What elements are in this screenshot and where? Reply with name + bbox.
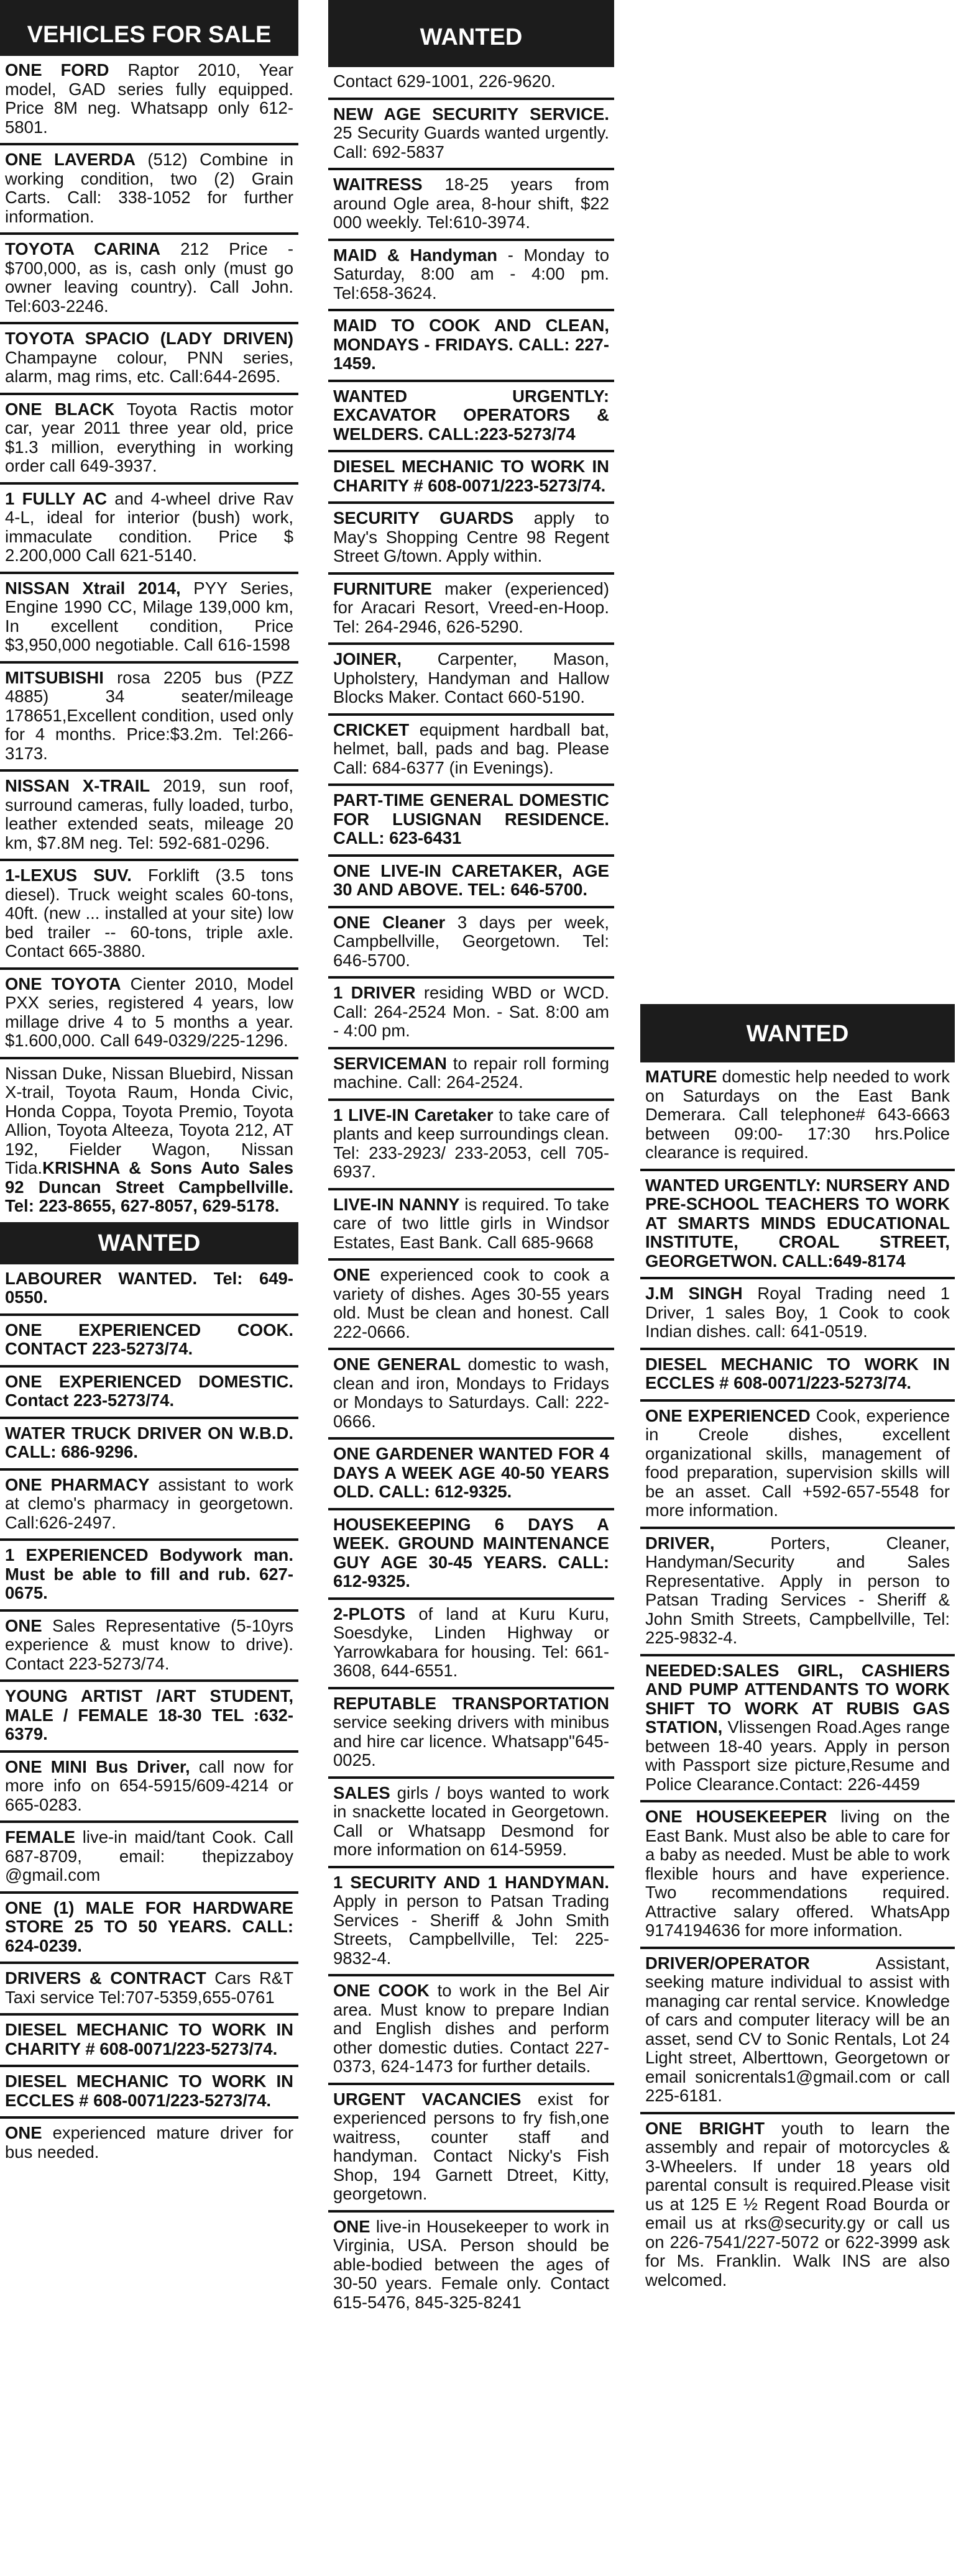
ad-keyword: FEMALE xyxy=(5,1827,76,1847)
classified-ad xyxy=(328,100,614,171)
ad-keyword: MAID TO COOK AND CLEAN, MONDAYS - FRIDAYS. CALL: 227-1459. xyxy=(333,316,609,373)
ad-keyword: TOYOTA SPACIO (LADY DRIVEN) xyxy=(5,329,293,348)
ad-keyword: DRIVER/OPERATOR xyxy=(645,1953,810,1973)
ad-keyword: URGENT VACANCIES xyxy=(333,2089,522,2109)
ad-text: 3 days per week, Campbellville, Georgetown. Tel: 646-5700. xyxy=(333,912,609,970)
classified-ad xyxy=(328,645,614,716)
ad-keyword: ONE EXPERIENCED DOMESTIC. Contact 223-5273/74. xyxy=(5,1371,293,1410)
ad-keyword: WATER TRUCK DRIVER ON W.B.D. CALL: 686-9296. xyxy=(5,1423,293,1461)
ad-keyword: ONE EXPERIENCED COOK. CONTACT 223-5273/74. xyxy=(5,1320,293,1358)
ad-keyword: ONE GARDENER WANTED FOR 4 DAYS A WEEK AGE 40-50 YEARS OLD. CALL: 612-9325. xyxy=(333,1444,609,1501)
ad-text: Forklift (3.5 tons diesel). Truck weight scales 60-tons, 40ft. (new ... installed at your site) low bed trailer -- 60-tons, triple axle. Contact 665-3880. xyxy=(5,866,294,961)
classified-ad xyxy=(640,1529,955,1656)
classified-ad xyxy=(328,67,614,100)
ad-keyword: ONE TOYOTA xyxy=(5,974,121,993)
classified-ad xyxy=(0,485,298,574)
ad-text: PYY Series, Engine 1990 CC, Milage 139,000 km, In excellent condition, Price $3,950,000 negotiable. Call 616-1598 xyxy=(5,578,293,654)
classified-ad xyxy=(328,979,614,1049)
classified-ad xyxy=(328,1976,614,2085)
section-header-wanted-3: WANTED xyxy=(640,1004,955,1062)
ad-keyword: NEW AGE SECURITY SERVICE. xyxy=(333,104,609,124)
ad-text: 18-25 years from around Ogle area, 8-hour shift, $22 000 weekly. Tel:610-3974. xyxy=(333,175,609,232)
column-wanted-3 xyxy=(640,1004,955,2296)
ad-text: call now for more info on 654-5915/609-4214 or 665-0283. xyxy=(5,1756,293,1814)
ad-keyword: ONE GENERAL xyxy=(333,1354,461,1374)
ad-text: Apply in person to Patsan Trading Services - Sheriff & John Smith Streets, Campbellville, Tel: 225-9832-4. xyxy=(333,1891,609,1968)
section-header-vehicles: VEHICLES FOR SALE xyxy=(0,0,298,56)
ad-text: Porters, Cleaner, Handyman/Security and Sales Representative. Apply in person to Patsan Trading Services - Sheriff & John Smith Streets, Campbellville, Tel: 225-9832-4. xyxy=(645,1533,950,1647)
ad-keyword: ONE xyxy=(5,1615,42,1635)
classified-ad xyxy=(328,1510,614,1600)
classified-ad xyxy=(0,56,298,145)
ad-text: (512) Combine in working condition, two (2) Grain Carts. Call: 338-1052 for further information. xyxy=(5,150,293,226)
ad-keyword: DRIVER, xyxy=(645,1533,715,1553)
ad-keyword: ONE BLACK xyxy=(5,399,115,419)
ad-keyword: 1-LEXUS SUV. xyxy=(5,866,132,885)
ad-text: Cook, experience in Creole dishes, excellent organizational skills, management of food preparation, supervision skills will be an asset. Call +592-657-5548 for more information. xyxy=(645,1405,950,1520)
ad-text: to take care of plants and keep surroundings clean. Tel: 233-2923/ 233-2053, cell 705-6937. xyxy=(333,1105,609,1181)
classified-ad xyxy=(328,1101,614,1190)
ad-keyword: 1 DRIVER xyxy=(333,983,416,1002)
ad-keyword: ONE FORD xyxy=(5,60,109,80)
ad-text: exist for experienced persons to fry fish,one waitress, counter staff and handyman. Contact Nicky's Fish Shop, 194 Garnett Dtreet, Kitty, georgetown. xyxy=(333,2089,609,2203)
ad-text: of land at Kuru Kuru, Soesdyke, Linden Highway or Yarrowkabara for housing. Tel: 661-3608, 644-6551. xyxy=(333,1604,609,1680)
ad-text: 2019, sun roof, surround cameras, fully loaded, turbo, leather extended seats, mileage 20 km, $7.8M neg. Tel: 592-681-0296. xyxy=(5,776,294,852)
ad-text: residing WBD or WCD. Call: 264-2524 Mon. - Sat. 8:00 am - 4:00 pm. xyxy=(333,983,609,1040)
classified-ad xyxy=(640,1656,955,1803)
ad-keyword: WAITRESS xyxy=(333,175,423,194)
classified-ad xyxy=(328,2085,614,2213)
ad-text: Champayne colour, PNN series, alarm, mag rims, etc. Call:644-2695. xyxy=(5,347,293,386)
classified-ad xyxy=(328,1868,614,1977)
ad-keyword: YOUNG ARTIST /ART STUDENT, MALE / FEMALE 18-30 TEL :632-6379. xyxy=(5,1686,293,1743)
classified-ad xyxy=(0,1964,298,2016)
classified-ad xyxy=(0,574,298,664)
ad-text: service seeking drivers with minibus and hire car licence. Whatsapp"645-0025. xyxy=(333,1712,609,1770)
ad-text: experienced mature driver for bus needed. xyxy=(5,2123,293,2162)
ad-text: is required. To take care of two little girls in Windsor Estates, East Bank. Call 685-9668 xyxy=(333,1194,610,1252)
classified-ad xyxy=(640,2114,955,2296)
ad-text: Sales Representative (5-10yrs experience & must know to drive). Contact 223-5273/74. xyxy=(5,1615,293,1673)
ad-text: girls / boys wanted to work in snackette located in Georgetown. Call or Whatsapp Desmond for more information on 614-5959. xyxy=(333,1783,609,1859)
ad-text: living on the East Bank. Must also be able to care for a baby as needed. Must be able to work flexible hours and have experience. Two recommendations required. Attractive salary offered. WhatsApp 9174194636 for more information. xyxy=(645,1807,950,1940)
ad-text: domestic to wash, clean and iron, Mondays to Fridays or Mondays to Saturdays. Call: 222-0666. xyxy=(333,1354,610,1431)
classified-ad xyxy=(328,241,614,312)
ad-keyword: PART-TIME GENERAL DOMESTIC FOR LUSIGNAN RESIDENCE. CALL: 623-6431 xyxy=(333,790,609,847)
classified-ad xyxy=(328,908,614,979)
ad-keyword: REPUTABLE TRANSPORTATION xyxy=(333,1693,609,1713)
classified-ad xyxy=(640,1802,955,1949)
ad-text: Royal Trading need 1 Driver, 1 sales Boy, 1 Cook to cook Indian dishes. call: 641-0519. xyxy=(645,1284,950,1341)
classified-ad xyxy=(0,324,298,395)
classified-ad xyxy=(328,1190,614,1261)
ad-keyword: ONE (1) MALE FOR HARDWARE STORE 25 TO 50 YEARS. CALL: 624-0239. xyxy=(5,1898,293,1955)
ad-keyword: NISSAN Xtrail 2014, xyxy=(5,578,181,598)
ad-keyword: MITSUBISHI xyxy=(5,667,104,687)
classified-ad xyxy=(640,1949,955,2114)
classified-ad xyxy=(0,145,298,235)
ad-keyword: NEEDED:SALES GIRL, CASHIERS AND PUMP ATTENDANTS TO WORK SHIFT TO WORK AT RUBIS GAS STATION, xyxy=(645,1660,950,1737)
classified-ad xyxy=(328,857,614,908)
ad-keyword: SECURITY GUARDS xyxy=(333,508,514,528)
ad-text: to repair roll forming machine. Call: 264-2524. xyxy=(333,1053,609,1092)
ad-text: - Monday to Saturday, 8:00 am - 4:00 pm. Tel:658-3624. xyxy=(333,245,609,303)
column-vehicles xyxy=(0,0,298,2168)
classified-ad xyxy=(328,716,614,787)
ad-keyword: ONE EXPERIENCED xyxy=(645,1405,811,1425)
section-header-wanted-2: WANTED xyxy=(328,0,614,67)
ad-text: domestic help needed to work on Saturdays on the East Bank Demerara. Call telephone# 643-6663 between 09:00- 17:30 hrs.Police clearance is required. xyxy=(645,1067,950,1162)
classified-ad xyxy=(0,1753,298,1824)
ad-keyword: NISSAN X-TRAIL xyxy=(5,776,150,795)
classified-ad xyxy=(328,1440,614,1510)
ad-keyword-dealer: KRISHNA & Sons Auto Sales 92 Duncan Street Campbellville. Tel: 223-8655, 627-8057, 629-5178. xyxy=(5,1158,293,1215)
classified-ad xyxy=(0,664,298,772)
classified-ad xyxy=(328,1779,614,1868)
ad-text: equipment hardball bat, helmet, ball, pads and bag. Please Call: 684-6377 (in Evenings). xyxy=(333,719,609,777)
ad-text: Toyota Ractis motor car, year 2011 three year old, price $1.3 million, everything in working order call 649-3937. xyxy=(5,399,293,475)
ad-keyword: 2-PLOTS xyxy=(333,1604,406,1624)
ad-text: Carpenter, Mason, Upholstery, Handyman and Hallow Blocks Maker. Contact 660-5190. xyxy=(333,649,609,706)
section-header-wanted-1: WANTED xyxy=(0,1222,298,1264)
ad-keyword: MAID & Handyman xyxy=(333,245,498,265)
ad-keyword: WANTED URGENTLY: EXCAVATOR OPERATORS & WELDERS. CALL:223-5273/74 xyxy=(333,386,609,444)
classified-ad xyxy=(328,1600,614,1689)
ad-text: 25 Security Guards wanted urgently. Call: 692-5837 xyxy=(333,123,609,162)
ad-keyword: LIVE-IN NANNY xyxy=(333,1194,460,1214)
classified-ad xyxy=(328,170,614,241)
classified-ad xyxy=(0,861,298,970)
classified-ad xyxy=(328,1261,614,1350)
ad-text: Nissan Duke, Nissan Bluebird, Nissan X-trail, Toyota Raum, Honda Civic, Honda Coppa, Toyota Premio, Toyota Allion, Toyota Alteeza, Toyota 212, AT 192, Fielder Wagon, Nissan Tida. xyxy=(5,1063,293,1177)
classified-ad xyxy=(640,1062,955,1171)
ad-keyword: ONE COOK xyxy=(333,1981,430,2000)
ad-keyword: HOUSEKEEPING 6 DAYS A WEEK. GROUND MAINTENANCE GUY AGE 30-45 YEARS. CALL: 612-9325. xyxy=(333,1514,609,1591)
classified-ad xyxy=(328,1350,614,1440)
ad-keyword: ONE LIVE-IN CARETAKER, AGE 30 AND ABOVE. TEL: 646-5700. xyxy=(333,861,609,899)
classified-ad xyxy=(328,1049,614,1101)
classified-ad xyxy=(328,786,614,857)
ad-keyword: 1 EXPERIENCED Bodywork man. Must be able to fill and rub. 627-0675. xyxy=(5,1545,293,1602)
ad-text: to work in the Bel Air area. Must know to prepare Indian and English dishes and perform other domestic duties. Contact 227-0373, 624-1473 for further details. xyxy=(333,1981,610,2076)
ad-keyword: ONE xyxy=(333,1265,370,1284)
ad-text: rosa 2205 bus (PZZ 4885) 34 seater/mileage 178651,Excellent condition, used only for 4 months. Price:$3.2m. Tel:266-3173. xyxy=(5,667,293,763)
wanted-ads-2 xyxy=(328,67,614,2318)
wanted-ads-1 xyxy=(0,1264,298,2168)
classified-ad xyxy=(0,970,298,1059)
ad-keyword: DIESEL MECHANIC TO WORK IN CHARITY # 608-0071/223-5273/74. xyxy=(333,457,609,495)
ad-keyword: MATURE xyxy=(645,1067,717,1086)
classified-ad xyxy=(0,1471,298,1541)
classified-ad xyxy=(0,1419,298,1471)
ad-keyword: SERVICEMAN xyxy=(333,1053,447,1073)
ad-keyword: TOYOTA CARINA xyxy=(5,239,161,258)
ad-text: maker (experienced) for Aracari Resort, Vreed-en-Hoop. Tel: 264-2946, 626-5290. xyxy=(333,578,609,636)
classified-ad xyxy=(328,2213,614,2319)
ad-keyword: ONE xyxy=(5,2123,42,2142)
ad-keyword: 1 SECURITY AND 1 HANDYMAN. xyxy=(333,1872,609,1892)
classified-ad xyxy=(0,1541,298,1612)
ad-text: Cienter 2010, Model PXX series, registered 4 years, low millage drive 4 to 5 months a year. $1.600,000. Call 649-0329/225-1296. xyxy=(5,974,293,1050)
classified-ad xyxy=(0,2016,298,2067)
ad-keyword: DIESEL MECHANIC TO WORK IN CHARITY # 608-0071/223-5273/74. xyxy=(5,2020,293,2058)
ad-keyword: DIESEL MECHANIC TO WORK IN ECCLES # 608-0071/223-5273/74. xyxy=(645,1354,950,1392)
classified-ad xyxy=(328,1689,614,1779)
classified-ad xyxy=(0,1059,298,1222)
classified-ad xyxy=(328,311,614,382)
ad-keyword: SALES xyxy=(333,1783,390,1802)
ad-keyword: WANTED URGENTLY: NURSERY AND PRE-SCHOOL TEACHERS TO WORK AT SMARTS MINDS EDUCATIONAL INSTITUTE, CROAL STREET, GEORGETWON. CALL:649-8174 xyxy=(645,1175,950,1271)
ad-keyword: J.M SINGH xyxy=(645,1284,743,1303)
ad-text: Assistant, seeking mature individual to assist with managing car rental service. Knowledge of cars and computer literacy will be an asset, send CV to Sonic Rentals, Lot 24 Light street, Alberttown, Georgetown or email sonicrentals1@gmail.com or call 225-6181. xyxy=(645,1953,950,2105)
ad-text: Cars R&T Taxi service Tel:707-5359,655-0761 xyxy=(5,1968,294,2007)
classified-ad xyxy=(0,1264,298,1316)
classified-ad xyxy=(0,235,298,324)
ad-keyword: ONE xyxy=(333,2216,370,2236)
classified-ad xyxy=(0,1682,298,1753)
ad-text: youth to learn the assembly and repair of motorcycles & 3-Wheelers. If under 18 years old parental consult is required.Please visit us at 125 E ½ Regent Road Bourda or email us at rks@security.gy or call us on 226-7541/227-5072 or 622-3999 ask for Ms. Franklin. Walk INS are also welcomed. xyxy=(645,2118,950,2290)
ad-text: Raptor 2010, Year model, GAD series fully equipped. Price 8M neg. Whatsapp only 612-5801. xyxy=(5,60,293,137)
ad-keyword: ONE BRIGHT xyxy=(645,2118,765,2138)
ad-text: assistant to work at clemo's pharmacy in georgetown. Call:626-2497. xyxy=(5,1474,293,1532)
ad-keyword: 1 FULLY AC xyxy=(5,488,108,508)
classified-ad xyxy=(0,1894,298,1965)
ad-text: Contact 629-1001, 226-9620. xyxy=(333,71,556,91)
classified-ad xyxy=(328,382,614,453)
wanted-ads-3 xyxy=(640,1062,955,2296)
classified-ad xyxy=(0,1612,298,1683)
classified-ad xyxy=(640,1171,955,1280)
classified-ad xyxy=(328,504,614,575)
classified-ad xyxy=(0,2119,298,2168)
classified-ad xyxy=(0,772,298,861)
ad-keyword: JOINER, xyxy=(333,649,402,669)
ad-keyword: ONE PHARMACY xyxy=(5,1474,150,1494)
ad-keyword: FURNITURE xyxy=(333,578,432,598)
ad-keyword: ONE MINI Bus Driver, xyxy=(5,1756,190,1776)
ad-text: Vlissengen Road.Ages range between 18-40 years. Apply in person with Passport size picture,Resume and Police Clearance.Contact: 226-4459 xyxy=(645,1717,950,1794)
ad-keyword: DRIVERS & CONTRACT xyxy=(5,1968,206,1988)
classified-ad xyxy=(0,2067,298,2119)
vehicle-ads xyxy=(0,56,298,1222)
classified-ad xyxy=(0,395,298,485)
column-wanted-2 xyxy=(328,0,614,2318)
classified-ad xyxy=(328,575,614,646)
ad-text: experienced cook to cook a variety of dishes. Ages 30-55 years old. Must be clean and honest. Call 222-0666. xyxy=(333,1265,609,1341)
ad-keyword: 1 LIVE-IN Caretaker xyxy=(333,1105,494,1125)
classified-ad xyxy=(640,1350,955,1402)
ad-keyword: ONE HOUSEKEEPER xyxy=(645,1807,827,1826)
classified-ad xyxy=(0,1316,298,1368)
classified-ad xyxy=(0,1368,298,1419)
classified-ad xyxy=(640,1402,955,1529)
ad-text: and 4-wheel drive Rav 4-L, ideal for interior (bush) work, immaculate condition. Price $ 2.200,000 Call 621-5140. xyxy=(5,488,293,565)
ad-text: live-in Housekeeper to work in Virginia, USA. Person should be able-bodied between the ages of 30-50 years. Female only. Contact 615-5476, 845-325-8241 xyxy=(333,2216,609,2312)
ad-text: apply to May's Shopping Centre 98 Regent Street G/town. Apply within. xyxy=(333,508,609,565)
classified-ad xyxy=(328,452,614,504)
ad-keyword: CRICKET xyxy=(333,719,410,739)
ad-text: live-in maid/tant Cook. Call 687-8709, email: thepizzaboy @gmail.com xyxy=(5,1827,293,1884)
ad-keyword: ONE Cleaner xyxy=(333,912,446,932)
classified-ad xyxy=(640,1279,955,1350)
ad-keyword: ONE LAVERDA xyxy=(5,150,136,169)
ad-keyword: DIESEL MECHANIC TO WORK IN ECCLES # 608-0071/223-5273/74. xyxy=(5,2071,293,2110)
ad-keyword: LABOURER WANTED. Tel: 649-0550. xyxy=(5,1268,293,1307)
classified-ad xyxy=(0,1823,298,1894)
ad-text: 212 Price - $700,000, as is, cash only (must go owner leaving country). Call John. Tel:603-2246. xyxy=(5,239,293,316)
